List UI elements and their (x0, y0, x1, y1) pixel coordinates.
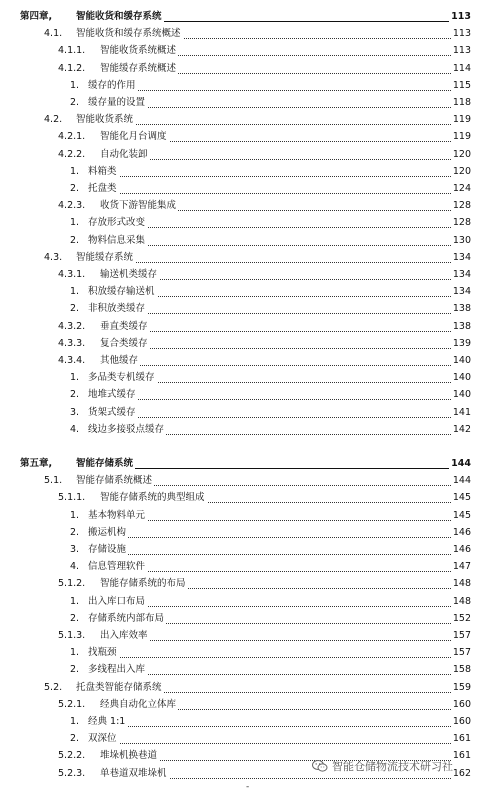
toc-entry-title: 存储设施 (88, 542, 128, 558)
toc-entry-page: 159 (451, 680, 471, 696)
toc-entry-page: 160 (451, 697, 471, 713)
toc-entry-page: 118 (451, 95, 471, 111)
toc-entry-number: 4.3.3. (58, 337, 86, 349)
toc-entry-title: 出入库效率 (100, 628, 150, 644)
toc-entry-title: 智能收货和缓存系统 (76, 9, 164, 25)
toc-entry-number: 5.2.1. (58, 698, 86, 710)
toc-entry-title: 多线程出入库 (88, 662, 147, 678)
toc-entry-page: 158 (451, 662, 471, 678)
toc-entry-title: 货架式缓存 (88, 405, 138, 421)
toc-entry-title: 智能收货系统概述 (100, 43, 178, 59)
toc-entry-number: 1. (70, 217, 80, 229)
toc-entry-page: 119 (451, 129, 471, 145)
toc-leader (88, 727, 451, 744)
toc-entry-title: 智能存储系统 (76, 456, 135, 472)
toc-entry-number: 4.1.1. (58, 45, 86, 57)
toc-entry-number: 1. (70, 647, 80, 659)
toc-entry-page: 113 (451, 43, 471, 59)
toc-entry-page: 162 (451, 766, 471, 782)
toc-entry-page: 146 (451, 542, 471, 558)
toc-entry-page: 140 (451, 370, 471, 386)
toc-leader (100, 315, 451, 332)
toc-entry-title: 信息管理软件 (88, 559, 147, 575)
watermark (312, 756, 453, 776)
toc-entry-number: 4.2.1. (58, 131, 86, 143)
toc-entry-page: 139 (451, 336, 471, 352)
toc-entry-number: 2. (70, 526, 80, 538)
toc-entry-title: 复合类缓存 (100, 336, 150, 352)
toc-entry-page: 140 (451, 353, 471, 369)
toc-entry-title: 多品类专机缓存 (88, 370, 157, 386)
toc-entry-number: 1. (70, 509, 80, 521)
toc-entry-number: 4.2. (44, 114, 63, 126)
toc-entry-number: 2. (70, 664, 80, 676)
toc-entry-number: 第五章, (20, 458, 53, 469)
toc-entry-title: 单巷道双堆垛机 (100, 766, 169, 782)
toc-entry-page: 120 (451, 164, 471, 180)
toc-entry-title: 智能缓存系统概述 (100, 61, 178, 77)
toc-entry-page: 148 (451, 576, 471, 592)
toc-entry-page: 120 (451, 147, 471, 163)
toc-entry-number: 2. (70, 389, 80, 401)
toc-entry-page: 157 (451, 628, 471, 644)
toc-entry-page: 128 (451, 215, 471, 231)
toc-entry-title: 存放形式改变 (88, 215, 147, 231)
toc-entry-number: 4.1.2. (58, 62, 86, 74)
toc-entry-number: 4.3.1. (58, 269, 86, 280)
toc-entry-number: 5.1.1. (58, 492, 86, 504)
toc-leader (88, 401, 451, 418)
wechat-icon (312, 759, 328, 773)
toc-entry-title: 经典 1:1 (88, 714, 127, 730)
toc-entry-page: 115 (451, 78, 471, 94)
toc-entry-title: 其他缓存 (100, 353, 140, 369)
toc-entry-title: 缓存的作用 (88, 78, 138, 94)
toc-entry-title: 料箱类 (88, 164, 119, 180)
toc-entry-title: 堆垛机换巷道 (100, 748, 159, 764)
toc-entry-page: 130 (451, 233, 471, 249)
toc-entry-title: 智能收货和缓存系统概述 (76, 26, 183, 42)
toc-entry-title: 智能化月台调度 (100, 129, 169, 145)
toc-entry-page: 128 (451, 198, 471, 214)
toc-entry-number: 3. (70, 544, 80, 555)
toc-entry-title: 双深位 (88, 731, 119, 747)
toc-entry-page: 113 (449, 9, 471, 25)
toc-entry-page: 138 (451, 319, 471, 335)
toc-entry-page: 148 (451, 594, 471, 610)
toc-entry-title: 输送机类缓存 (100, 267, 159, 283)
toc-entry-title: 托盘类智能存储系统 (76, 680, 164, 696)
toc-entry-page: 161 (451, 748, 471, 764)
toc-entry-number: 5.2.3. (58, 767, 86, 779)
toc-entry-number: 4.3.4. (58, 355, 86, 366)
toc-entry-title: 经典自动化立体库 (100, 697, 178, 713)
toc-entry-number: 2. (70, 97, 80, 108)
toc-entry-title: 智能存储系统概述 (76, 473, 154, 489)
toc-entry-title: 地堆式缓存 (88, 387, 138, 403)
toc-entry-page: 114 (451, 61, 471, 77)
toc-entry-title: 垂直类缓存 (100, 319, 150, 335)
toc-entry-page: 140 (451, 387, 471, 403)
toc-entry-number: 4.2.2. (58, 148, 86, 160)
toc-entry-number: 4.3. (44, 251, 63, 263)
toc-entry-number: 1. (70, 716, 80, 727)
toc-entry-page: 134 (451, 267, 471, 283)
toc-entry-number: 1. (70, 286, 80, 298)
toc-entry-title: 智能存储系统的布局 (100, 576, 188, 592)
toc-entry-number: 4.1. (44, 28, 63, 40)
toc-entry-number: 2. (70, 733, 80, 745)
toc-entry-number: 第四章, (20, 11, 53, 22)
toc-entry-title: 托盘类 (88, 181, 119, 197)
toc-entry-title: 线边多接驳点缓存 (88, 422, 166, 438)
toc-entry-page: 145 (451, 508, 471, 524)
toc-entry-title: 基本物料单元 (88, 508, 147, 524)
toc-entry-title: 智能缓存系统 (76, 250, 135, 266)
toc-entry-title: 搬运机构 (88, 525, 128, 541)
toc-entry-number: 4.2.3. (58, 200, 86, 212)
toc-entry-number: 1. (70, 165, 80, 177)
toc-entry-page: 152 (451, 611, 471, 627)
toc-entry-page: 145 (451, 490, 471, 506)
toc-entry-number: 2. (70, 183, 80, 194)
toc-entry-page: 138 (451, 301, 471, 317)
toc-entry-page: 157 (451, 645, 471, 661)
toc-entry-title: 缓存量的设置 (88, 95, 147, 111)
toc-entry-title: 积放缓存输送机 (88, 284, 157, 300)
toc-entry-number: 5.2.2. (58, 750, 86, 762)
toc-entry-title: 收货下游智能集成 (100, 198, 178, 214)
watermark-text: 智能仓储物流技术研习社 (332, 760, 453, 773)
toc-entry-page: 134 (451, 284, 471, 300)
toc-entry-number: 5.1.3. (58, 630, 86, 641)
toc-entry-number: 2. (70, 303, 80, 315)
toc-leader (88, 177, 451, 194)
toc-entry-number: 1. (70, 595, 80, 607)
toc-entry-number: 5.1.2. (58, 578, 86, 590)
toc-entry-number: 4. (70, 423, 80, 435)
toc-entry-number: 1. (70, 372, 80, 384)
toc-leader (100, 349, 451, 366)
toc-entry-page: 113 (451, 26, 471, 42)
toc-entry-number: 5.1. (44, 475, 63, 487)
toc-entry-page: 160 (451, 714, 471, 730)
toc-entry-number: 2. (70, 234, 80, 246)
toc-leader (88, 538, 451, 555)
toc-entry-page: 134 (451, 250, 471, 266)
toc-entry-title: 智能收货系统 (76, 112, 135, 128)
toc-entry-page: 146 (451, 525, 471, 541)
toc-entry-page: 144 (449, 456, 471, 472)
toc-leader (100, 332, 451, 349)
toc-entry-page: 147 (451, 559, 471, 575)
toc-entry-number: 3. (70, 406, 80, 418)
toc-entry-page: 161 (451, 731, 471, 747)
toc-entry-title: 非积放类缓存 (88, 301, 147, 317)
toc-entry-title: 智能存储系统的典型组成 (100, 490, 207, 506)
toc-entry-number: 5.2. (44, 681, 63, 693)
toc-entry-number: 1. (70, 79, 80, 91)
toc-entry-title: 出入库口布局 (88, 594, 147, 610)
toc-entry-title: 存储系统内部布局 (88, 611, 166, 627)
toc-entry-number: 4. (70, 561, 80, 573)
toc-entry-title: 找瓶颈 (88, 645, 119, 661)
toc-entry-title: 物料信息采集 (88, 233, 147, 249)
footer-mark: - (246, 782, 250, 792)
toc-entry-page: 124 (451, 181, 471, 197)
toc-entry[interactable] (0, 422, 485, 438)
toc-entry-page: 144 (451, 473, 471, 489)
toc-entry-number: 2. (70, 612, 80, 624)
toc-entry-page: 142 (451, 422, 471, 438)
toc-entry-page: 141 (451, 405, 471, 421)
toc-entry-title: 自动化装卸 (100, 147, 150, 163)
toc-entry-number: 4.3.2. (58, 320, 86, 332)
toc-entry-page: 119 (451, 112, 471, 128)
